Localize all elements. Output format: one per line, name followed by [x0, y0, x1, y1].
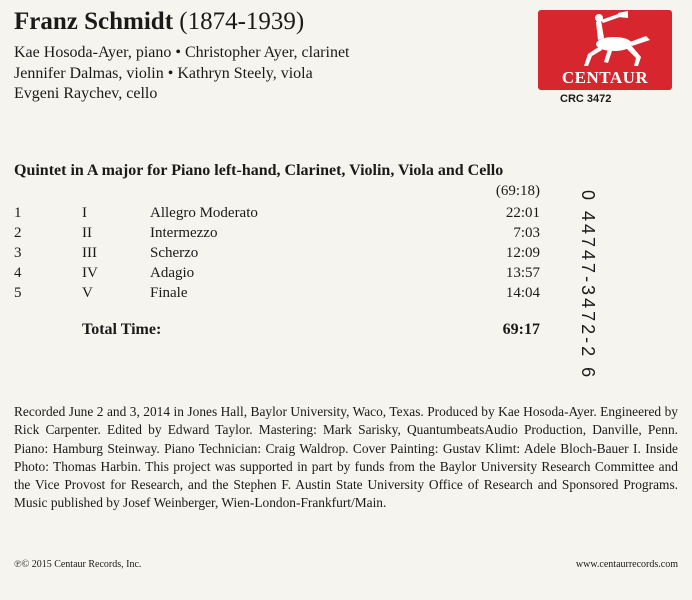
centaur-icon [538, 10, 672, 70]
track-number: 1 [14, 205, 22, 221]
composer-name: Franz Schmidt [14, 8, 174, 35]
track-movement: II [82, 225, 92, 241]
performer-line: Jennifer Dalmas, violin • Kathryn Steely, viola [14, 64, 313, 82]
work-title: Quintet in A major for Piano left-hand, Clarinet, Violin, Viola and Cello [14, 162, 504, 179]
work-duration: (69:18) [495, 183, 540, 199]
track-movement: V [82, 285, 93, 301]
track-row [14, 263, 554, 283]
credits-paragraph: Recorded June 2 and 3, 2014 in Jones Hall, Baylor University, Waco, Texas. Produced by Kae Hosoda-Ayer. Engineered by Rick Carpenter. Edited by Edward Taylor. Mastering: Mark Sarisky, QuantumbeatsAudio Production, Danville, Penn. Piano: Hamburg Steinway. Piano Technician: Craig Waldrop. Cover Painting: Gustav Klimt: Adele Bloch-Bauer I. Inside Photo: Thomas Harbin. This project was supported in part by funds from the Baylor University Research Committee and the Vice Provost for Research, and the Stephen F. Austin State University Office of Research and Sponsored Programs. Music published by Josef Weinberger, Wien-London-Frankfurt/Main. [14, 404, 678, 511]
track-duration: 22:01 [505, 205, 540, 221]
track-title: Adagio [150, 265, 195, 281]
centaur-logo [538, 10, 672, 90]
catalog-number: CRC 3472 [560, 93, 612, 105]
performer-list [14, 43, 350, 105]
track-row [14, 203, 554, 223]
barcode-number: 0 44747-3472-2 6 [578, 190, 598, 381]
track-duration: 14:04 [505, 285, 540, 301]
track-number: 5 [14, 285, 22, 301]
copyright-notice: ℗© 2015 Centaur Records, Inc. [14, 559, 142, 570]
track-number: 4 [14, 265, 22, 281]
performer-line: Kae Hosoda-Ayer, piano • Christopher Ayer, clarinet [14, 44, 350, 61]
track-duration: 12:09 [505, 245, 540, 261]
website-url: www.centaurrecords.com [575, 559, 678, 570]
track-row [14, 243, 554, 263]
track-number: 2 [14, 225, 22, 241]
track-title: Finale [150, 285, 188, 301]
track-movement: III [82, 245, 97, 261]
track-movement: I [82, 205, 87, 221]
total-time-value: 69:17 [502, 321, 540, 338]
track-movement: IV [82, 265, 98, 281]
track-duration: 7:03 [513, 225, 540, 241]
track-title: Scherzo [150, 245, 199, 261]
total-time-label: Total Time: [82, 321, 162, 338]
track-list [14, 203, 554, 303]
track-title: Intermezzo [150, 225, 218, 241]
track-row [14, 223, 554, 243]
composer-heading [14, 8, 304, 36]
track-row [14, 283, 554, 303]
performer-line: Evgeni Raychev, cello [14, 85, 158, 102]
composer-years: (1874-1939) [179, 8, 305, 35]
track-duration: 13:57 [505, 265, 540, 281]
track-title: Allegro Moderato [150, 205, 258, 221]
track-number: 3 [14, 245, 22, 261]
logo-text: CENTAUR [561, 68, 649, 87]
